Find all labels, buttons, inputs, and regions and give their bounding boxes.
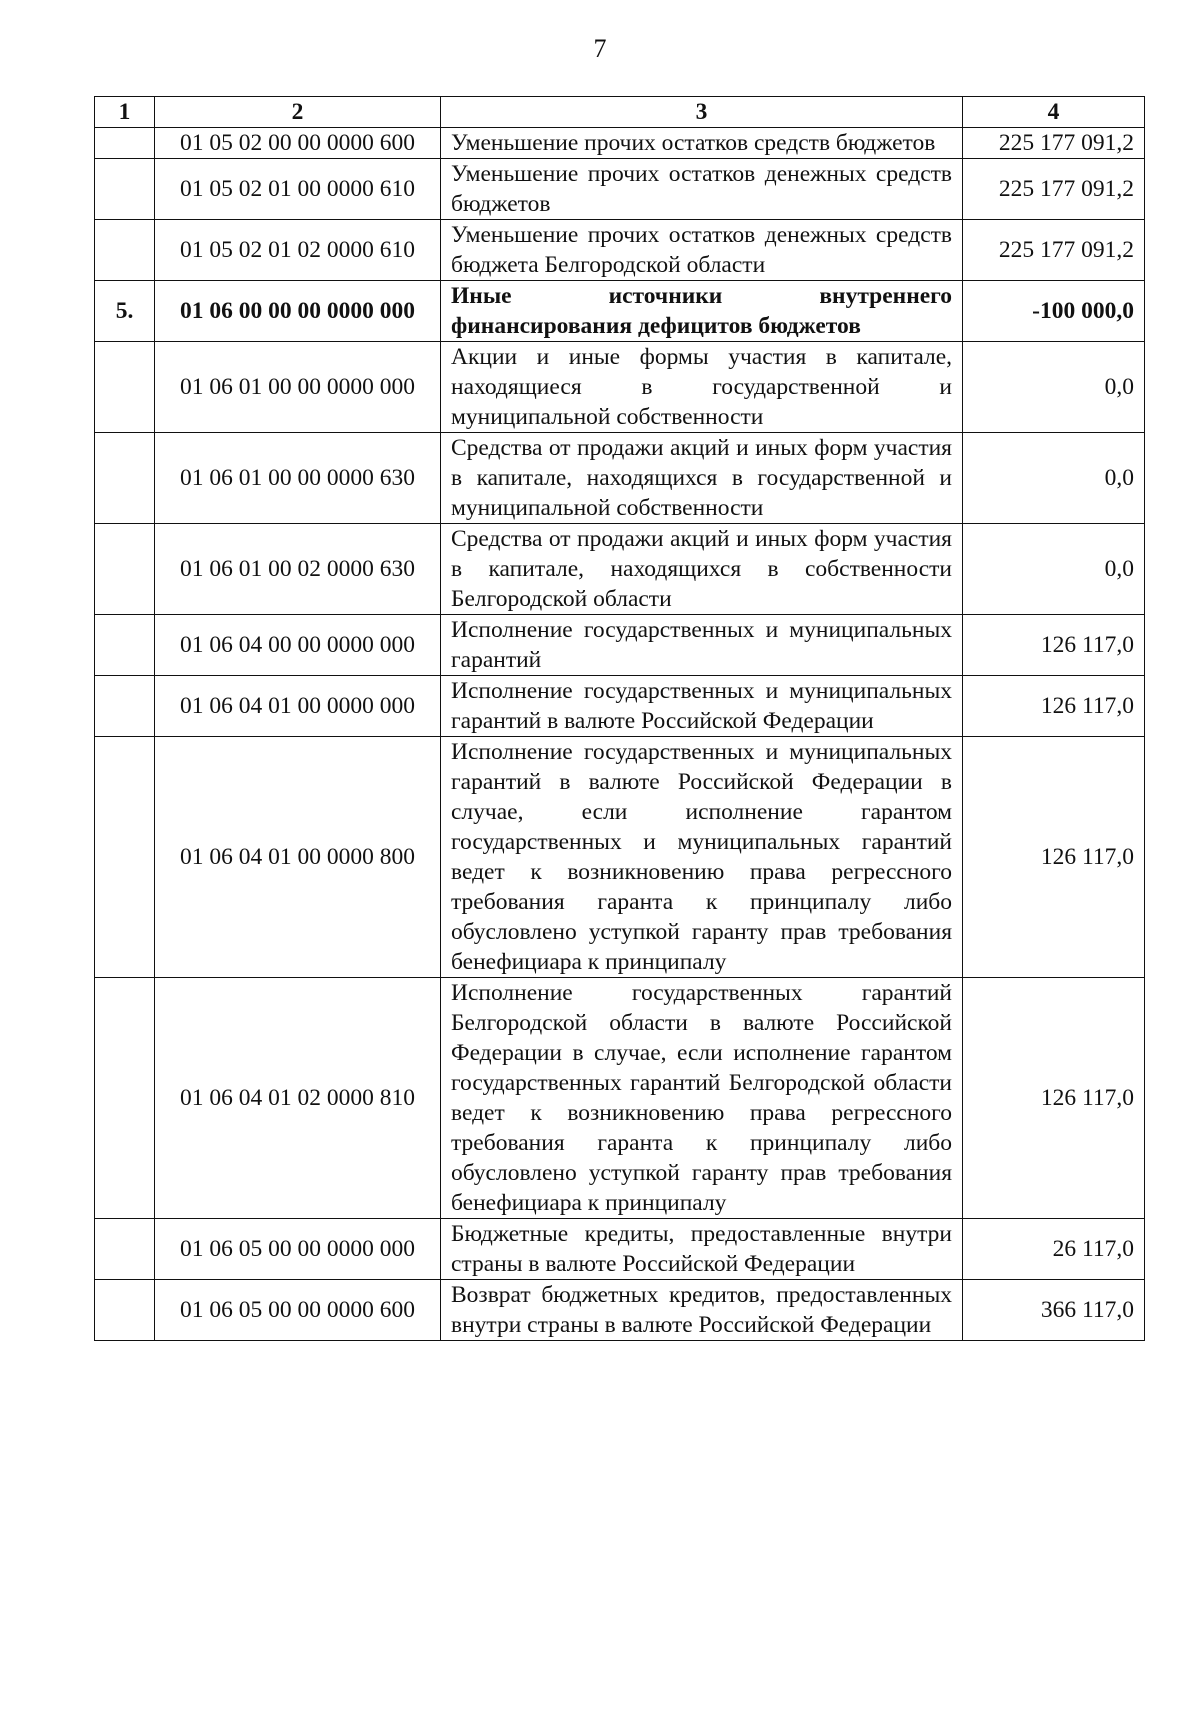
- amount-cell: 366 117,0: [963, 1280, 1145, 1341]
- amount-cell: 126 117,0: [963, 737, 1145, 978]
- table-row: [95, 128, 1145, 159]
- row-number-cell: [95, 220, 155, 281]
- description-cell: Исполнение государственных и муниципальных гарантий: [441, 615, 963, 676]
- table-row: [95, 615, 1145, 676]
- budget-code-cell: 01 06 05 00 00 0000 000: [155, 1219, 441, 1280]
- table-row: [95, 737, 1145, 978]
- amount-cell: 225 177 091,2: [963, 128, 1145, 159]
- table-row: [95, 978, 1145, 1219]
- header-row: [95, 97, 1145, 128]
- column-header-4: 4: [963, 97, 1145, 128]
- description-cell: Бюджетные кредиты, предоставленные внутри страны в валюте Российской Федерации: [441, 1219, 963, 1280]
- budget-code-cell: 01 06 04 00 00 0000 000: [155, 615, 441, 676]
- description-cell: Уменьшение прочих остатков денежных средств бюджетов: [441, 159, 963, 220]
- description-cell: Исполнение государственных гарантий Белгородской области в валюте Российской Федерации в случае, если исполнение гарантом государственных гарантий Белгородской области ведет к возникновению права регрессного требования гаранта к принципалу либо обусловлено уступкой гаранту прав требования бенефициара к принципалу: [441, 978, 963, 1219]
- row-number-cell: [95, 524, 155, 615]
- budget-code-cell: 01 06 05 00 00 0000 600: [155, 1280, 441, 1341]
- table-header: [95, 97, 1145, 128]
- budget-code-cell: 01 06 01 00 00 0000 630: [155, 433, 441, 524]
- description-cell: Средства от продажи акций и иных форм участия в капитале, находящихся в собственности Белгородской области: [441, 524, 963, 615]
- description-cell: Исполнение государственных и муниципальных гарантий в валюте Российской Федерации в случае, если исполнение гарантом государственных и муниципальных гарантий ведет к возникновению права регрессного требования гаранта к принципалу либо обусловлено уступкой гаранту прав требования бенефициара к принципалу: [441, 737, 963, 978]
- amount-cell: 0,0: [963, 342, 1145, 433]
- table-row: [95, 220, 1145, 281]
- budget-code-cell: 01 06 04 01 00 0000 000: [155, 676, 441, 737]
- description-cell: Уменьшение прочих остатков денежных средств бюджета Белгородской области: [441, 220, 963, 281]
- amount-cell: 126 117,0: [963, 676, 1145, 737]
- amount-cell: 126 117,0: [963, 978, 1145, 1219]
- table-row: [95, 1280, 1145, 1341]
- amount-cell: 225 177 091,2: [963, 220, 1145, 281]
- amount-cell: 0,0: [963, 433, 1145, 524]
- amount-cell: -100 000,0: [963, 281, 1145, 342]
- row-number-cell: [95, 1219, 155, 1280]
- row-number-cell: [95, 342, 155, 433]
- table-row: [95, 281, 1145, 342]
- column-header-1: 1: [95, 97, 155, 128]
- amount-cell: 26 117,0: [963, 1219, 1145, 1280]
- budget-code-cell: 01 05 02 01 02 0000 610: [155, 220, 441, 281]
- amount-cell: 225 177 091,2: [963, 159, 1145, 220]
- row-number-cell: [95, 615, 155, 676]
- description-cell: Средства от продажи акций и иных форм участия в капитале, находящихся в государственной и муниципальной собственности: [441, 433, 963, 524]
- row-number-cell: [95, 676, 155, 737]
- description-cell: Возврат бюджетных кредитов, предоставленных внутри страны в валюте Российской Федерации: [441, 1280, 963, 1341]
- table-row: [95, 433, 1145, 524]
- budget-sources-table: [94, 96, 1145, 1341]
- description-cell: Акции и иные формы участия в капитале, находящиеся в государственной и муниципальной собственности: [441, 342, 963, 433]
- budget-code-cell: 01 05 02 00 00 0000 600: [155, 128, 441, 159]
- budget-code-cell: 01 06 04 01 00 0000 800: [155, 737, 441, 978]
- row-number-cell: [95, 737, 155, 978]
- budget-code-cell: 01 06 04 01 02 0000 810: [155, 978, 441, 1219]
- description-cell: Исполнение государственных и муниципальных гарантий в валюте Российской Федерации: [441, 676, 963, 737]
- row-number-cell: [95, 433, 155, 524]
- description-cell: Уменьшение прочих остатков средств бюджетов: [441, 128, 963, 159]
- row-number-cell: [95, 159, 155, 220]
- table-body: [95, 128, 1145, 1341]
- budget-code-cell: 01 06 00 00 00 0000 000: [155, 281, 441, 342]
- amount-cell: 0,0: [963, 524, 1145, 615]
- budget-code-cell: 01 05 02 01 00 0000 610: [155, 159, 441, 220]
- row-number-cell: [95, 128, 155, 159]
- row-number-cell: [95, 1280, 155, 1341]
- table-row: [95, 524, 1145, 615]
- table-row: [95, 1219, 1145, 1280]
- table-row: [95, 342, 1145, 433]
- table-row: [95, 159, 1145, 220]
- column-header-3: 3: [441, 97, 963, 128]
- page-number: 7: [593, 34, 607, 63]
- budget-code-cell: 01 06 01 00 00 0000 000: [155, 342, 441, 433]
- row-number-cell: 5.: [95, 281, 155, 342]
- description-cell: Иные источники внутреннего финансирования дефицитов бюджетов: [441, 281, 963, 342]
- row-number-cell: [95, 978, 155, 1219]
- amount-cell: 126 117,0: [963, 615, 1145, 676]
- column-header-2: 2: [155, 97, 441, 128]
- table-row: [95, 676, 1145, 737]
- budget-code-cell: 01 06 01 00 02 0000 630: [155, 524, 441, 615]
